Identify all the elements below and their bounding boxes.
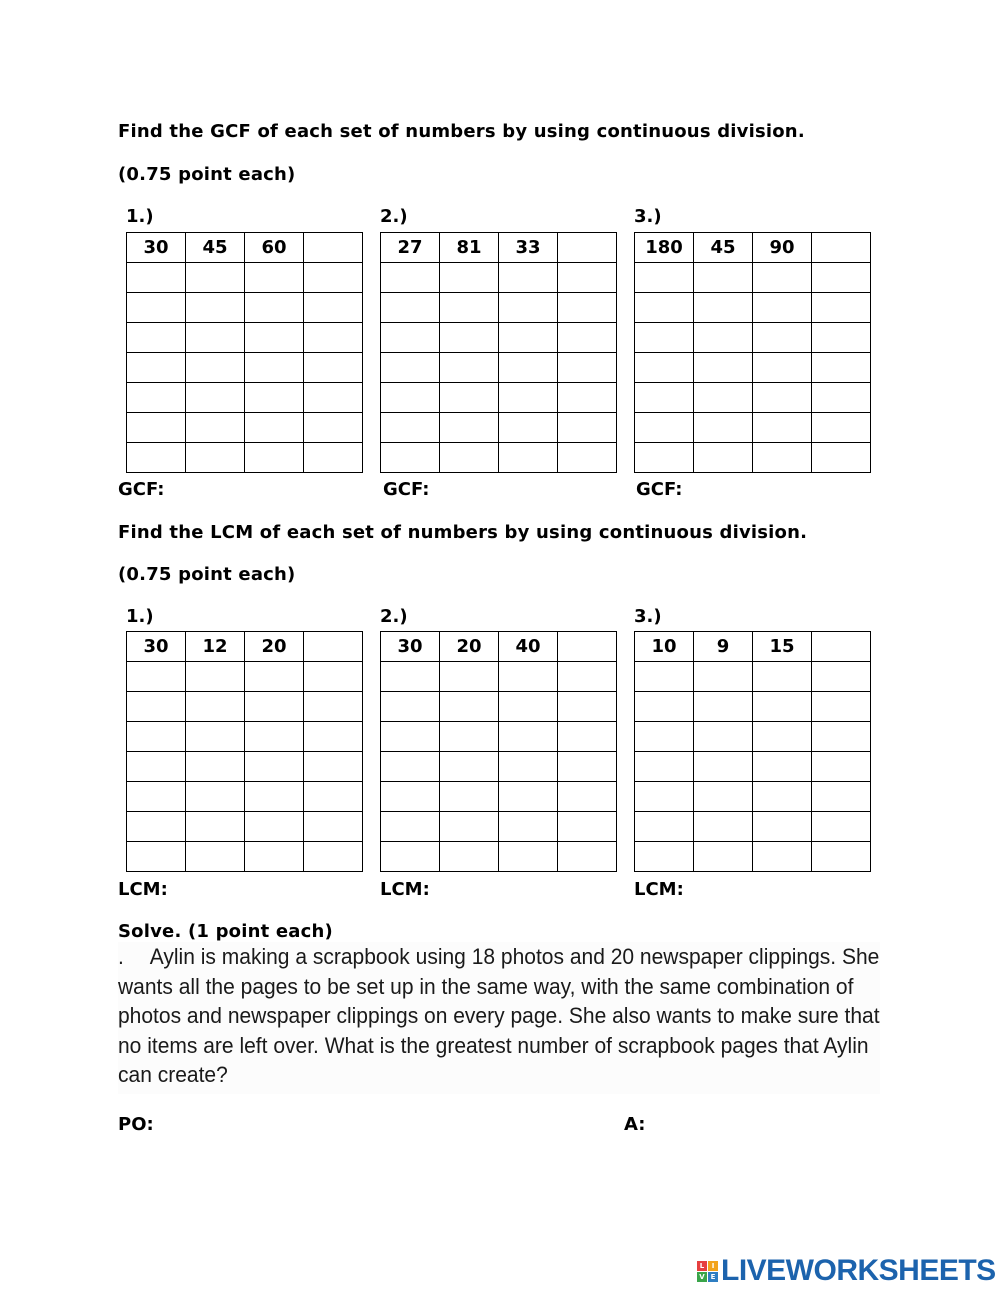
lcm-heading: Find the LCM of each set of numbers by using continuous division. [118, 522, 808, 543]
grid-answer-cell[interactable] [186, 323, 245, 353]
grid-blank-row [381, 722, 617, 752]
grid-answer-cell[interactable] [440, 443, 499, 473]
grid-answer-cell[interactable] [694, 443, 753, 473]
grid-answer-cell[interactable] [440, 812, 499, 842]
grid-answer-cell[interactable] [753, 722, 812, 752]
grid-blank-row [381, 353, 617, 383]
grid-answer-cell[interactable] [245, 842, 304, 872]
grid-blank-row [635, 662, 871, 692]
grid-number-cell: 9 [694, 632, 753, 662]
grid-answer-cell[interactable] [127, 323, 186, 353]
grid-answer-cell[interactable] [694, 782, 753, 812]
grid-answer-cell[interactable] [304, 692, 363, 722]
grid-number-cell: 30 [127, 632, 186, 662]
grid-answer-cell[interactable] [440, 383, 499, 413]
grid-answer-cell[interactable] [753, 383, 812, 413]
grid-blank-row [381, 293, 617, 323]
grid-answer-cell[interactable] [812, 323, 871, 353]
grid-answer-cell[interactable] [694, 662, 753, 692]
grid-answer-cell[interactable] [127, 263, 186, 293]
logo-cube: I [708, 1261, 718, 1271]
grid-answer-cell[interactable] [440, 293, 499, 323]
grid-answer-cell[interactable] [499, 782, 558, 812]
grid-answer-cell[interactable] [127, 692, 186, 722]
grid-answer-cell[interactable] [694, 263, 753, 293]
grid-answer-cell[interactable] [635, 293, 694, 323]
grid-number-row [635, 632, 871, 662]
grid-blank-row [127, 752, 363, 782]
grid-answer-cell[interactable] [499, 722, 558, 752]
grid-answer-cell[interactable] [186, 752, 245, 782]
grid-answer-cell[interactable] [186, 842, 245, 872]
grid-answer-cell[interactable] [753, 662, 812, 692]
grid-answer-cell[interactable] [812, 353, 871, 383]
grid-answer-cell[interactable] [499, 812, 558, 842]
grid-number-cell: 30 [381, 632, 440, 662]
gcf-points: (0.75 point each) [118, 164, 296, 185]
word-problem-line-5: can create? [118, 1062, 228, 1087]
grid-answer-cell[interactable] [753, 353, 812, 383]
grid-number-cell: 20 [245, 632, 304, 662]
grid-answer-cell[interactable] [245, 662, 304, 692]
grid-answer-cell[interactable] [812, 293, 871, 323]
grid-blank-row [127, 383, 363, 413]
grid-answer-cell[interactable] [499, 293, 558, 323]
grid-answer-cell[interactable] [812, 752, 871, 782]
grid-answer-cell[interactable] [381, 263, 440, 293]
grid-blank-row [127, 692, 363, 722]
grid-answer-cell[interactable] [499, 443, 558, 473]
grid-number-cell [304, 233, 363, 263]
grid-answer-cell[interactable] [245, 692, 304, 722]
grid-answer-cell[interactable] [304, 812, 363, 842]
grid-answer-cell[interactable] [558, 812, 617, 842]
grid-answer-cell[interactable] [440, 842, 499, 872]
grid-blank-row [635, 353, 871, 383]
grid-answer-cell[interactable] [381, 752, 440, 782]
grid-answer-cell[interactable] [304, 263, 363, 293]
po-label: PO: [118, 1114, 154, 1135]
grid-answer-cell[interactable] [694, 383, 753, 413]
grid-answer-cell[interactable] [753, 323, 812, 353]
word-problem [118, 942, 880, 1094]
grid-blank-row [635, 842, 871, 872]
grid-answer-cell[interactable] [558, 263, 617, 293]
grid-blank-row [381, 812, 617, 842]
grid-answer-cell[interactable] [635, 263, 694, 293]
grid-answer-cell[interactable] [499, 323, 558, 353]
grid-answer-cell[interactable] [753, 692, 812, 722]
word-problem-line-1-text: Aylin is making a scrapbook using 18 photos and 20 newspaper clippings. She [149, 944, 880, 969]
grid-answer-cell[interactable] [245, 293, 304, 323]
gcf-division-grid-3 [634, 232, 871, 473]
grid-answer-cell[interactable] [694, 722, 753, 752]
grid-blank-row [381, 662, 617, 692]
word-problem-line-4: no items are left over. What is the greatest number of scrapbook pages that Aylin [118, 1032, 869, 1058]
grid-answer-cell[interactable] [440, 662, 499, 692]
grid-blank-row [381, 263, 617, 293]
grid-number-cell: 40 [499, 632, 558, 662]
grid-answer-cell[interactable] [753, 752, 812, 782]
logo-cube: V [697, 1272, 707, 1282]
grid-answer-cell[interactable] [304, 722, 363, 752]
grid-answer-cell[interactable] [753, 413, 812, 443]
grid-answer-cell[interactable] [753, 782, 812, 812]
grid-answer-cell[interactable] [186, 782, 245, 812]
grid-number-cell [558, 632, 617, 662]
grid-answer-cell[interactable] [245, 383, 304, 413]
grid-answer-cell[interactable] [499, 752, 558, 782]
grid-answer-cell[interactable] [381, 692, 440, 722]
grid-answer-cell[interactable] [440, 752, 499, 782]
grid-answer-cell[interactable] [127, 842, 186, 872]
grid-blank-row [635, 323, 871, 353]
grid-blank-row [381, 782, 617, 812]
grid-number-row [381, 632, 617, 662]
grid-answer-cell[interactable] [127, 443, 186, 473]
grid-number-cell: 45 [186, 233, 245, 263]
grid-answer-cell[interactable] [245, 263, 304, 293]
grid-answer-cell[interactable] [127, 383, 186, 413]
grid-answer-cell[interactable] [440, 782, 499, 812]
grid-answer-cell[interactable] [127, 752, 186, 782]
grid-answer-cell[interactable] [440, 413, 499, 443]
grid-answer-cell[interactable] [304, 413, 363, 443]
grid-answer-cell[interactable] [694, 293, 753, 323]
grid-answer-cell[interactable] [245, 812, 304, 842]
grid-blank-row [127, 353, 363, 383]
grid-answer-cell[interactable] [694, 323, 753, 353]
grid-answer-cell[interactable] [558, 752, 617, 782]
grid-blank-row [381, 383, 617, 413]
grid-answer-cell[interactable] [186, 692, 245, 722]
grid-answer-cell[interactable] [440, 722, 499, 752]
gcf-problem-3-label: 3.) [634, 206, 662, 227]
grid-answer-cell[interactable] [245, 413, 304, 443]
grid-answer-cell[interactable] [635, 383, 694, 413]
grid-number-cell: 180 [635, 233, 694, 263]
grid-answer-cell[interactable] [381, 323, 440, 353]
grid-answer-cell[interactable] [635, 353, 694, 383]
grid-answer-cell[interactable] [694, 413, 753, 443]
grid-answer-cell[interactable] [304, 752, 363, 782]
grid-answer-cell[interactable] [245, 722, 304, 752]
grid-answer-cell[interactable] [812, 383, 871, 413]
grid-number-cell [304, 632, 363, 662]
grid-blank-row [127, 413, 363, 443]
logo-cube: L [697, 1261, 707, 1271]
grid-answer-cell[interactable] [558, 353, 617, 383]
liveworksheets-logo [697, 1254, 996, 1288]
grid-blank-row [635, 263, 871, 293]
grid-answer-cell[interactable] [186, 413, 245, 443]
grid-answer-cell[interactable] [186, 662, 245, 692]
grid-number-cell: 90 [753, 233, 812, 263]
grid-answer-cell[interactable] [304, 323, 363, 353]
grid-number-cell [812, 632, 871, 662]
grid-blank-row [381, 692, 617, 722]
grid-answer-cell[interactable] [304, 353, 363, 383]
grid-answer-cell[interactable] [635, 323, 694, 353]
grid-blank-row [127, 293, 363, 323]
grid-answer-cell[interactable] [304, 383, 363, 413]
grid-answer-cell[interactable] [753, 293, 812, 323]
grid-answer-cell[interactable] [499, 842, 558, 872]
grid-number-row [635, 233, 871, 263]
grid-blank-row [127, 812, 363, 842]
grid-answer-cell[interactable] [635, 722, 694, 752]
word-problem-bullet: . [118, 944, 124, 969]
lcm-problem-1-label: 1.) [126, 606, 154, 627]
grid-answer-cell[interactable] [127, 662, 186, 692]
grid-blank-row [635, 293, 871, 323]
gcf-division-grid-1 [126, 232, 363, 473]
grid-answer-cell[interactable] [558, 413, 617, 443]
grid-answer-cell[interactable] [635, 662, 694, 692]
grid-answer-cell[interactable] [812, 692, 871, 722]
lcm-problem-2-label: 2.) [380, 606, 408, 627]
grid-blank-row [381, 443, 617, 473]
grid-answer-cell[interactable] [558, 692, 617, 722]
lcm-answer-label-2: LCM: [380, 879, 430, 900]
grid-blank-row [635, 413, 871, 443]
grid-answer-cell[interactable] [127, 722, 186, 752]
grid-answer-cell[interactable] [186, 722, 245, 752]
grid-answer-cell[interactable] [635, 842, 694, 872]
grid-blank-row [635, 692, 871, 722]
grid-answer-cell[interactable] [694, 752, 753, 782]
grid-blank-row [127, 263, 363, 293]
gcf-answer-label-2: GCF: [383, 479, 430, 500]
grid-number-cell: 12 [186, 632, 245, 662]
lcm-division-grid-3 [634, 631, 871, 872]
grid-answer-cell[interactable] [186, 443, 245, 473]
grid-answer-cell[interactable] [127, 293, 186, 323]
grid-answer-cell[interactable] [558, 662, 617, 692]
grid-answer-cell[interactable] [499, 692, 558, 722]
grid-number-cell: 27 [381, 233, 440, 263]
grid-answer-cell[interactable] [186, 293, 245, 323]
grid-blank-row [635, 782, 871, 812]
lcm-problem-3-label: 3.) [634, 606, 662, 627]
grid-answer-cell[interactable] [753, 812, 812, 842]
grid-answer-cell[interactable] [812, 413, 871, 443]
grid-number-row [127, 632, 363, 662]
grid-number-cell: 81 [440, 233, 499, 263]
logo-cubes-icon [697, 1261, 718, 1282]
grid-answer-cell[interactable] [245, 752, 304, 782]
gcf-answer-label-1: GCF: [118, 479, 165, 500]
grid-answer-cell[interactable] [499, 263, 558, 293]
logo-text: LIVEWORKSHEETS [721, 1254, 996, 1287]
grid-answer-cell[interactable] [558, 293, 617, 323]
grid-answer-cell[interactable] [381, 293, 440, 323]
grid-answer-cell[interactable] [635, 692, 694, 722]
grid-blank-row [635, 443, 871, 473]
grid-answer-cell[interactable] [381, 842, 440, 872]
grid-blank-row [381, 752, 617, 782]
gcf-answer-label-3: GCF: [636, 479, 683, 500]
lcm-answer-label-3: LCM: [634, 879, 684, 900]
grid-answer-cell[interactable] [558, 842, 617, 872]
lcm-division-grid-2 [380, 631, 617, 872]
grid-answer-cell[interactable] [381, 443, 440, 473]
grid-answer-cell[interactable] [635, 782, 694, 812]
grid-answer-cell[interactable] [381, 353, 440, 383]
grid-answer-cell[interactable] [127, 782, 186, 812]
grid-answer-cell[interactable] [381, 383, 440, 413]
grid-blank-row [127, 662, 363, 692]
grid-blank-row [635, 383, 871, 413]
grid-answer-cell[interactable] [558, 383, 617, 413]
grid-answer-cell[interactable] [381, 782, 440, 812]
grid-number-cell: 60 [245, 233, 304, 263]
lcm-points: (0.75 point each) [118, 564, 296, 585]
grid-answer-cell[interactable] [499, 662, 558, 692]
word-problem-line-1 [118, 942, 880, 972]
lcm-division-grid-1 [126, 631, 363, 872]
grid-answer-cell[interactable] [635, 812, 694, 842]
grid-answer-cell[interactable] [127, 413, 186, 443]
grid-answer-cell[interactable] [127, 812, 186, 842]
word-problem-line-3: photos and newspaper clippings on every page. She also wants to make sure that [118, 1003, 880, 1028]
grid-answer-cell[interactable] [186, 263, 245, 293]
grid-answer-cell[interactable] [753, 263, 812, 293]
grid-blank-row [381, 413, 617, 443]
grid-answer-cell[interactable] [186, 353, 245, 383]
grid-answer-cell[interactable] [304, 443, 363, 473]
grid-answer-cell[interactable] [812, 722, 871, 752]
grid-answer-cell[interactable] [245, 353, 304, 383]
grid-number-cell: 10 [635, 632, 694, 662]
grid-answer-cell[interactable] [186, 812, 245, 842]
grid-number-row [127, 233, 363, 263]
grid-answer-cell[interactable] [812, 662, 871, 692]
grid-answer-cell[interactable] [440, 323, 499, 353]
grid-answer-cell[interactable] [694, 353, 753, 383]
grid-blank-row [635, 752, 871, 782]
grid-answer-cell[interactable] [635, 752, 694, 782]
grid-number-cell: 30 [127, 233, 186, 263]
grid-answer-cell[interactable] [812, 263, 871, 293]
grid-answer-cell[interactable] [499, 383, 558, 413]
grid-blank-row [127, 782, 363, 812]
grid-number-cell: 45 [694, 233, 753, 263]
grid-number-row [381, 233, 617, 263]
grid-blank-row [381, 842, 617, 872]
grid-blank-row [381, 323, 617, 353]
grid-answer-cell[interactable] [304, 293, 363, 323]
word-problem-line-2: wants all the pages to be set up in the same way, with the same combination of [118, 973, 854, 999]
grid-number-cell: 15 [753, 632, 812, 662]
grid-answer-cell[interactable] [812, 842, 871, 872]
grid-answer-cell[interactable] [440, 353, 499, 383]
grid-answer-cell[interactable] [635, 413, 694, 443]
grid-answer-cell[interactable] [245, 782, 304, 812]
grid-blank-row [127, 323, 363, 353]
logo-cube: E [708, 1272, 718, 1282]
grid-answer-cell[interactable] [245, 443, 304, 473]
grid-answer-cell[interactable] [381, 812, 440, 842]
grid-answer-cell[interactable] [186, 383, 245, 413]
grid-answer-cell[interactable] [812, 443, 871, 473]
grid-answer-cell[interactable] [440, 692, 499, 722]
solve-heading: Solve. (1 point each) [118, 921, 333, 942]
grid-answer-cell[interactable] [558, 443, 617, 473]
gcf-division-grid-2 [380, 232, 617, 473]
grid-number-cell [558, 233, 617, 263]
grid-blank-row [127, 842, 363, 872]
grid-number-cell [812, 233, 871, 263]
lcm-answer-label-1: LCM: [118, 879, 168, 900]
grid-answer-cell[interactable] [753, 842, 812, 872]
grid-answer-cell[interactable] [558, 722, 617, 752]
grid-answer-cell[interactable] [558, 323, 617, 353]
grid-answer-cell[interactable] [694, 812, 753, 842]
grid-answer-cell[interactable] [558, 782, 617, 812]
gcf-heading: Find the GCF of each set of numbers by using continuous division. [118, 121, 805, 142]
grid-blank-row [635, 812, 871, 842]
grid-answer-cell[interactable] [304, 662, 363, 692]
answer-label: A: [624, 1114, 646, 1135]
grid-answer-cell[interactable] [127, 353, 186, 383]
grid-answer-cell[interactable] [812, 782, 871, 812]
grid-answer-cell[interactable] [381, 662, 440, 692]
grid-blank-row [127, 443, 363, 473]
grid-number-cell: 20 [440, 632, 499, 662]
grid-answer-cell[interactable] [304, 782, 363, 812]
grid-answer-cell[interactable] [381, 413, 440, 443]
gcf-problem-2-label: 2.) [380, 206, 408, 227]
grid-answer-cell[interactable] [499, 413, 558, 443]
grid-blank-row [635, 722, 871, 752]
grid-answer-cell[interactable] [440, 263, 499, 293]
grid-answer-cell[interactable] [245, 323, 304, 353]
grid-answer-cell[interactable] [635, 443, 694, 473]
grid-answer-cell[interactable] [304, 842, 363, 872]
gcf-problem-1-label: 1.) [126, 206, 154, 227]
grid-answer-cell[interactable] [381, 722, 440, 752]
grid-answer-cell[interactable] [694, 842, 753, 872]
grid-answer-cell[interactable] [694, 692, 753, 722]
grid-answer-cell[interactable] [753, 443, 812, 473]
grid-blank-row [127, 722, 363, 752]
grid-answer-cell[interactable] [812, 812, 871, 842]
grid-answer-cell[interactable] [499, 353, 558, 383]
grid-number-cell: 33 [499, 233, 558, 263]
